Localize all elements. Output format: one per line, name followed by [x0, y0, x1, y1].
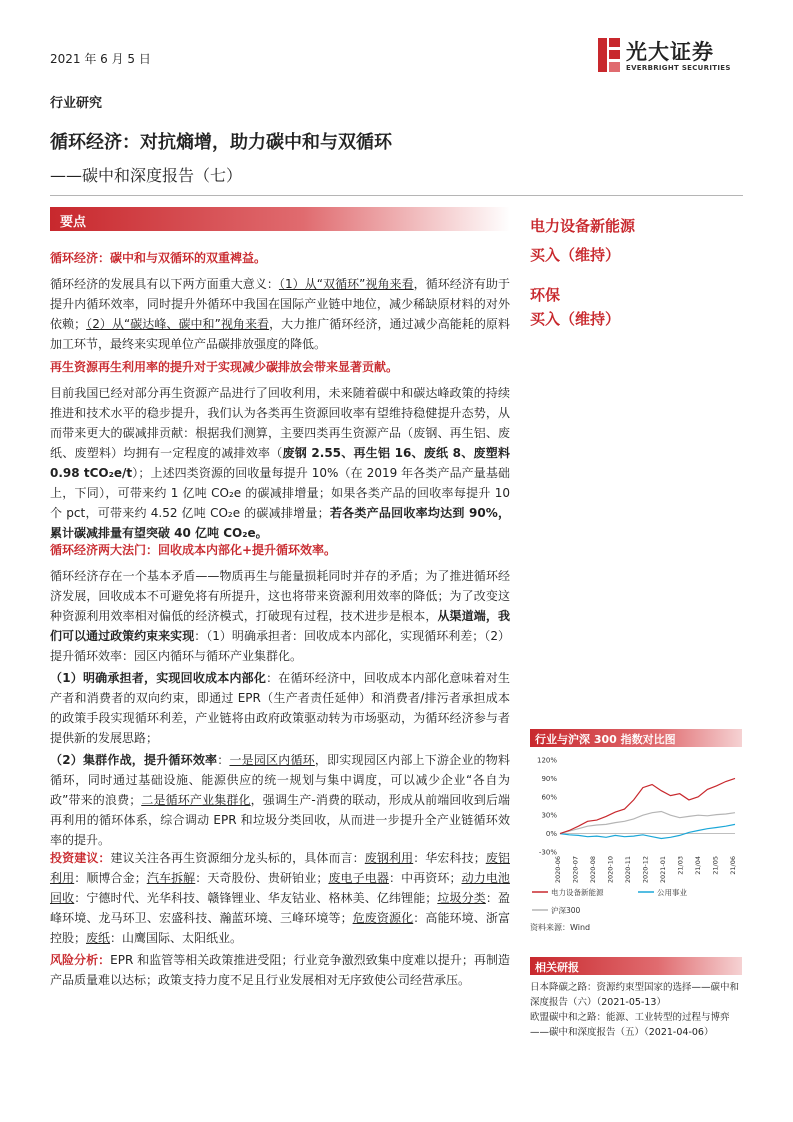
related-report-item[interactable]: 日本降碳之路：资源约束型国家的选择——碳中和深度报告（六）（2021-05-13） — [530, 982, 740, 1008]
section2-paragraph: 目前我国已经对部分再生资源产品进行了回收利用，未来随着碳中和碳达峰政策的持续推进和技术水平的稳步提升，我们认为各类再生资源回收率有望维持稳健提升态势，从而带来更大的碳减排贡献：根据我们测算，主要四类再生资源产品（废钢、再生铝、废纸、废塑料）均拥有一定程度的减排效率（废钢 2.55、再生铝 16、废纸 8、废塑料 0.98 tCO₂e/t）；上述四类资源的回收量每提升 10%（在 2019 年各类产品产量基础上，下同），可带来约 1 亿吨 CO₂e 的碳减排增量；如果各类产品的回收率每提升 10 个 pct，可带来约 4.52 亿吨 CO₂e 的碳减排增量；若各类产品回收率均达到 90%，累计碳减排量有望突破 40 亿吨 CO₂e。 — [50, 386, 511, 540]
rating-industry-1: 电力设备新能源 — [530, 217, 636, 235]
rating-industry-2: 环保 — [530, 286, 561, 304]
x-tick-label: 2020-12 — [641, 856, 650, 884]
section3-heading: 循环经济两大法门：回收成本内部化+提升循环效率。 — [50, 543, 337, 557]
chart-source: 资料来源：Wind — [530, 923, 591, 932]
keypoints-bar — [50, 207, 510, 231]
keypoints-label: 要点 — [60, 215, 87, 230]
section3-list-item-1: （1）明确承担者，实现回收成本内部化：在循环经济中，回收成本内部化意味着对生产者和消费者的双向约束，即通过 EPR（生产者责任延伸）和消费者/排污者承担成本的政策手段实现循环利差，产业链将由政府政策驱动转为市场驱动，为循环经济参与者提供新的发展思路； — [50, 671, 510, 745]
chart-title: 行业与沪深 300 指数对比图 — [535, 733, 676, 746]
x-tick-label: 21/05 — [711, 856, 720, 875]
section3-paragraph: 循环经济存在一个基本矛盾——物质再生与能量损耗同时并存的矛盾；为了推进循环经济发展，回收成本不可避免将有所提升，这也将带来资源利用效率的降低；为了改变这种资源利用效率相对偏低的经济模式，打破现有过程，技术进步是根本，从渠道端，我们可以通过政策约束来实现：（1）明确承担者：回收成本内部化，实现循环利差；（2）提升循环效率：园区内循环与循环产业集群化。 — [50, 569, 510, 663]
legend-label: 电力设备新能源 — [551, 888, 604, 897]
y-tick-label: 120% — [536, 756, 557, 765]
rating-value-1: 买入（维持） — [530, 246, 621, 264]
x-tick-label: 2020-11 — [624, 856, 632, 884]
legend-label: 公用事业 — [657, 888, 687, 897]
x-tick-label: 2020-10 — [606, 856, 615, 884]
x-tick-label: 2020-08 — [589, 856, 597, 884]
section3-list-item-2: （2）集群作战，提升循环效率：一是园区内循环，即实现园区内部上下游企业的物料循环，同时通过基础设施、能源供应的统一规划与集中调度，可以减少企业“各自为政”带来的浪费；二是循环产业集群化，强调生产-消费的联动，形成从前端回收到后端再利用的循环体系，综合调动 EPR 和垃圾分类回收，从而进一步提升全产业链循环效率的提升。 — [50, 753, 510, 847]
related-research-label: 相关研报 — [535, 961, 579, 974]
x-tick-label: 21/03 — [676, 856, 685, 875]
logo-chinese: 光大证券 — [626, 40, 714, 64]
section1-paragraph: 循环经济的发展具有以下两方面重大意义：（1）从“双循环”视角来看，循环经济有助于提升内循环效率，同时提升外循环中我国在国际产业链中地位，减少稀缺原材料的对外依赖；（2）从“碳达峰、碳中和”视角来看，大力推广循环经济，通过减少高能耗的原料加工环节，最终来实现单位产品碳排放强度的降低。 — [50, 277, 510, 351]
x-tick-label: 21/06 — [729, 856, 737, 875]
y-tick-label: 90% — [541, 774, 557, 783]
x-tick-label: 2020-06 — [554, 856, 562, 884]
legend-label: 沪深300 — [551, 906, 581, 915]
divider — [50, 195, 743, 196]
y-tick-label: -30% — [538, 848, 557, 857]
page-title: 循环经济：对抗熵增，助力碳中和与双循环 — [50, 132, 392, 153]
y-tick-label: 0% — [545, 830, 557, 839]
logo-english: EVERBRIGHT SECURITIES — [626, 64, 731, 72]
everbright-logo-icon — [598, 38, 620, 72]
page-subtitle: ——碳中和深度报告（七） — [50, 166, 243, 185]
x-tick-label: 2020-07 — [571, 856, 580, 884]
risk-analysis: 风险分析：EPR 和监管等相关政策推进受阻；行业竞争激烈致集中度难以提升；再制造产品质量难以达标；政策支持力度不足且行业发展相对无序致使公司经营承压。 — [50, 953, 510, 987]
x-tick-label: 21/04 — [694, 856, 702, 875]
report-type: 行业研究 — [50, 96, 103, 111]
investment-advice: 投资建议：建议关注各再生资源细分龙头标的，具体而言：废钢利用：华宏科技；废铝利用：顺博合金；汽车拆解：天奇股份、贵研铂业；废电子电器：中再资环；动力电池回收：宁德时代、光华科技、赣锋锂业、华友钴业、格林美、亿纬锂能；垃圾分类：盈峰环境、龙马环卫、宏盛科技、瀚蓝环境、三峰环境等；危废资源化：高能环境、浙富控股；废纸：山鹰国际、太阳纸业。 — [50, 851, 510, 945]
report-date: 2021 年 6 月 5 日 — [50, 52, 151, 66]
series-line — [560, 778, 735, 833]
rating-value-2: 买入（维持） — [530, 310, 621, 328]
section1-heading: 循环经济：碳中和与双循环的双重裨益。 — [50, 251, 267, 265]
related-report-item[interactable]: 欧盟碳中和之路：能源、工业转型的过程与博弈——碳中和深度报告（五）（2021-04-06） — [530, 1012, 730, 1038]
y-tick-label: 60% — [541, 793, 557, 802]
comparison-chart — [530, 752, 745, 917]
x-tick-label: 2021-01 — [659, 856, 667, 884]
y-tick-label: 30% — [541, 811, 557, 820]
section2-heading: 再生资源再生利用率的提升对于实现减少碳排放会带来显著贡献。 — [50, 360, 399, 374]
